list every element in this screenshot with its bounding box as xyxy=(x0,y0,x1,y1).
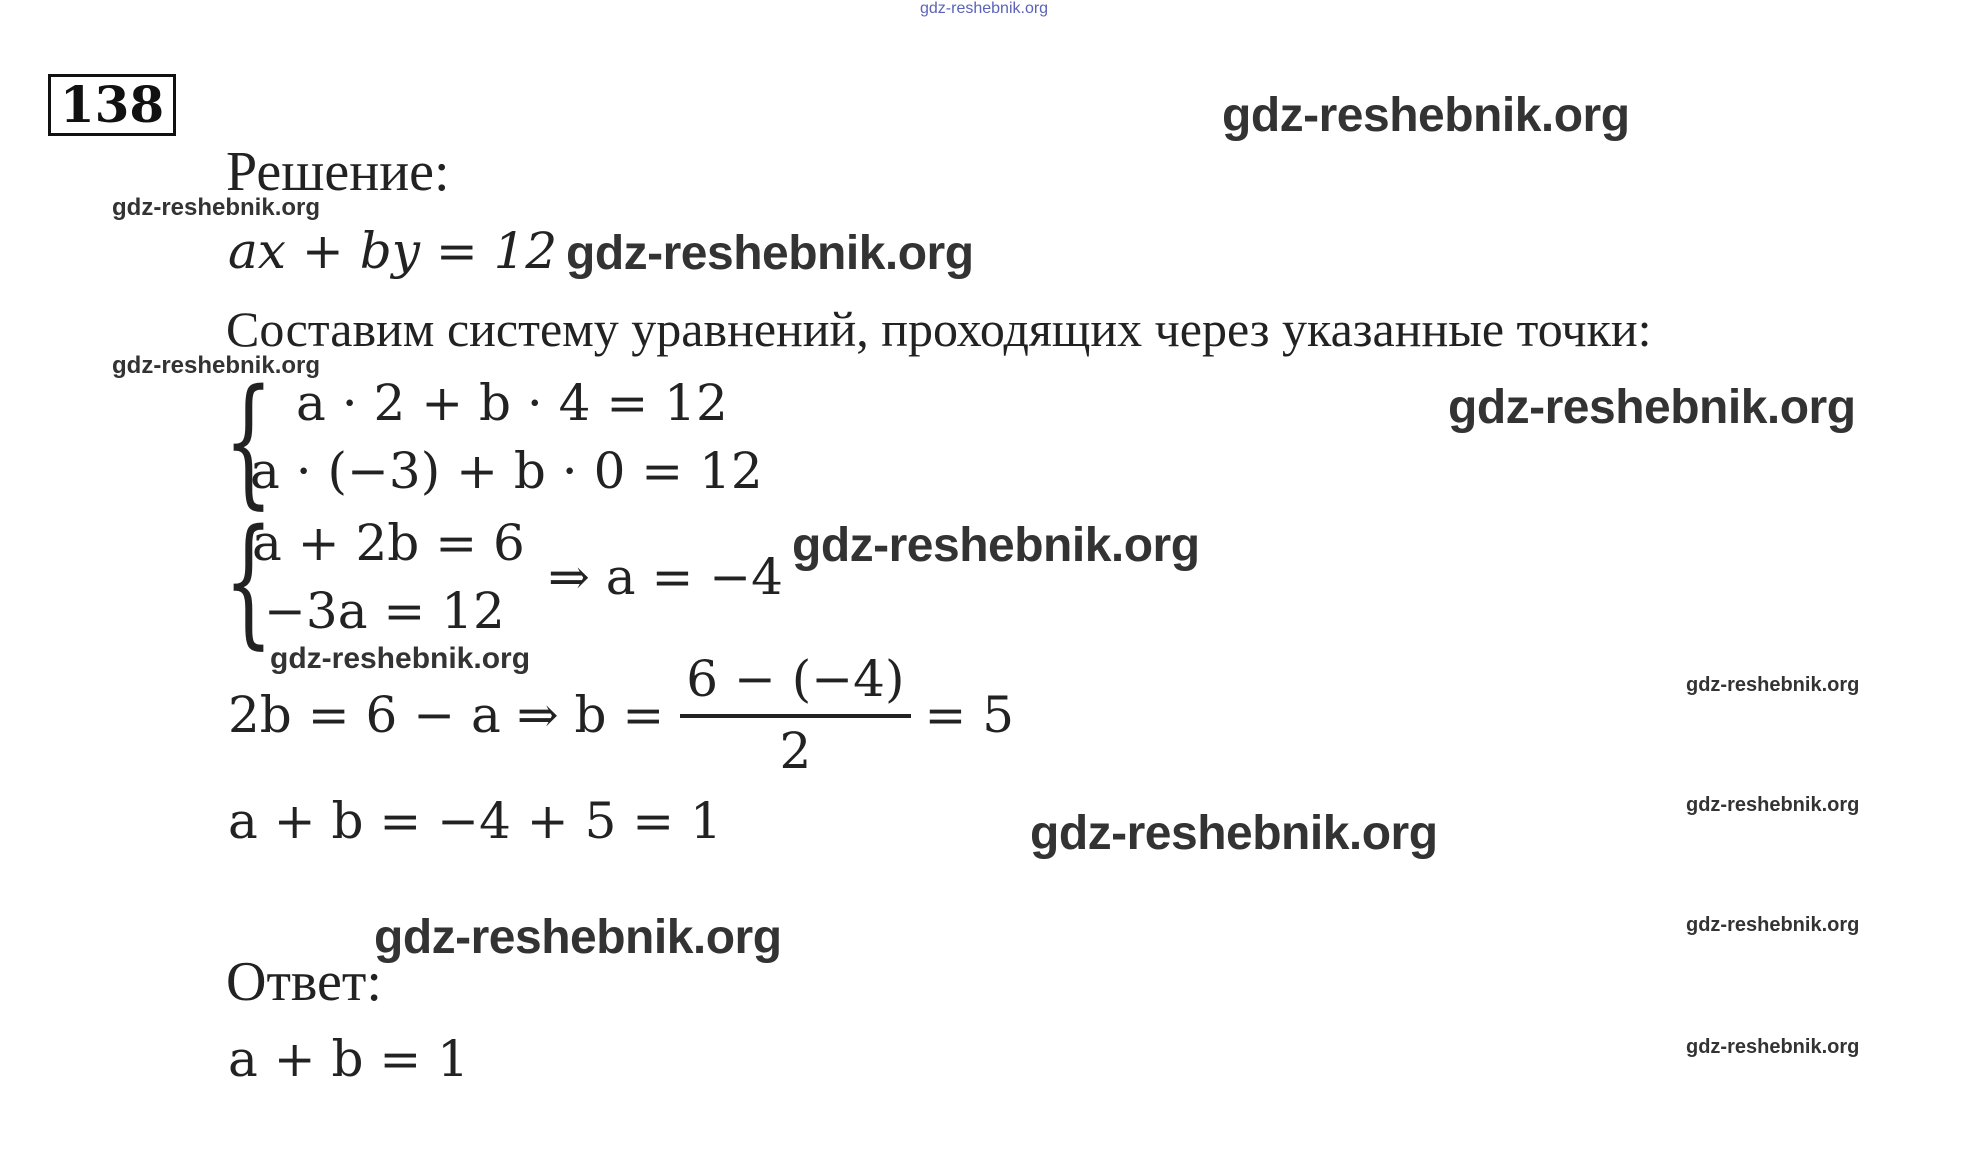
watermark-1: gdz-reshebnik.org xyxy=(1222,89,1630,142)
step-b-numerator: 6 − (−4) xyxy=(686,650,905,708)
system1-line2: a · (−3) + b · 0 = 12 xyxy=(250,442,763,500)
step-b-left: 2b = 6 − a ⇒ b = xyxy=(228,686,665,744)
watermark-13: gdz-reshebnik.org xyxy=(1686,1036,1860,1058)
watermark-6: gdz-reshebnik.org xyxy=(792,519,1200,572)
watermark-2: gdz-reshebnik.org xyxy=(112,194,321,221)
watermark-7: gdz-reshebnik.org xyxy=(270,642,531,675)
sum-line: a + b = −4 + 5 = 1 xyxy=(228,792,722,850)
equation-line: ax + by = 12 xyxy=(228,222,558,280)
system2-brace: { xyxy=(224,500,273,663)
watermark-11: gdz-reshebnik.org xyxy=(374,911,782,964)
watermark-10: gdz-reshebnik.org xyxy=(1030,807,1438,860)
watermark-5: gdz-reshebnik.org xyxy=(1448,381,1856,434)
system-sentence: Составим систему уравнений, проходящих через указанные точки: xyxy=(226,301,1652,357)
watermark-9: gdz-reshebnik.org xyxy=(1686,794,1860,816)
watermark-8: gdz-reshebnik.org xyxy=(1686,674,1860,696)
fraction-bar xyxy=(680,714,910,718)
step-b-right: = 5 xyxy=(924,686,1015,744)
system1-line1: a · 2 + b · 4 = 12 xyxy=(296,374,728,432)
answer-heading: Ответ: xyxy=(226,951,382,1013)
watermark-top: gdz-reshebnik.org xyxy=(920,0,1049,17)
step-b-denominator: 2 xyxy=(779,722,812,780)
step-b-fraction xyxy=(680,650,910,780)
system2-line2: −3a = 12 xyxy=(264,582,505,640)
answer-line: a + b = 1 xyxy=(228,1030,469,1088)
system1-brace: { xyxy=(224,360,273,523)
watermark-3: gdz-reshebnik.org xyxy=(566,227,974,280)
system2-result: ⇒ a = −4 xyxy=(548,548,783,606)
system2-line1: a + 2b = 6 xyxy=(252,514,525,572)
solution-heading: Решение: xyxy=(226,141,450,203)
watermark-4: gdz-reshebnik.org xyxy=(112,352,321,379)
problem-number-box: 138 xyxy=(48,74,176,136)
watermark-12: gdz-reshebnik.org xyxy=(1686,914,1860,936)
